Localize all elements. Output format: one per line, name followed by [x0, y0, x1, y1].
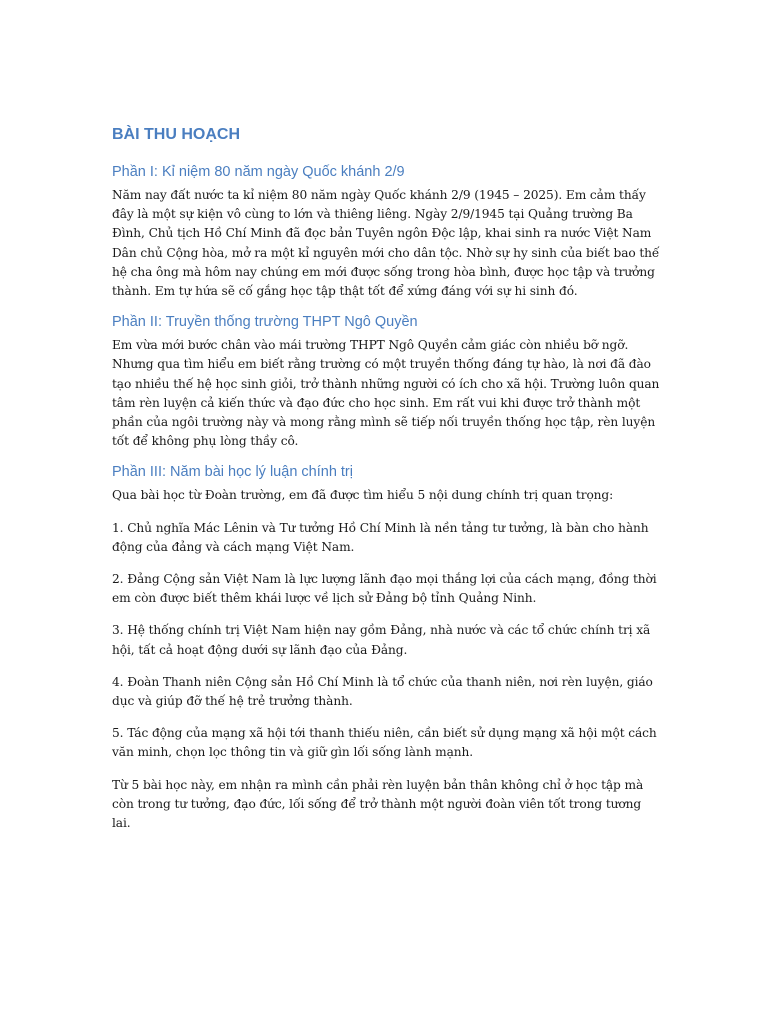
list-item: 4. Đoàn Thanh niên Cộng sản Hồ Chí Minh là tổ chức của thanh niên, nơi rèn luyện, giáo dục và giúp đỡ thế hệ trẻ trưởng thành.	[112, 674, 653, 709]
section-3	[112, 462, 660, 833]
list-item: 2. Đảng Cộng sản Việt Nam là lực lượng lãnh đạo mọi thắng lợi của cách mạng, đồng thời em còn được biết thêm khái lược về lịch sử Đảng bộ tỉnh Quảng Ninh.	[112, 572, 657, 606]
document-title: BÀI THU HOẠCH	[112, 126, 240, 143]
list-item: 1. Chủ nghĩa Mác Lênin và Tư tưởng Hồ Chí Minh là nền tảng tư tưởng, là bàn cho hành động của đảng và cách mạng Việt Nam.	[112, 520, 649, 554]
section-2-paragraph: Em vừa mới bước chân vào mái trường THPT Ngô Quyền cảm giác còn nhiều bỡ ngỡ. Nhưng qua tìm hiểu em biết rằng trường có một truyền thống đáng tự hào, là nơi đã đào tạo nhiều thế hệ học sinh giỏi, trở thành những người có ích cho xã hội. Trường luôn quan tâm rèn luyện cả kiến thức và đạo đức cho học sinh. Em rất vui khi được trở thành một phần của ngôi trường này và mong rằng mình sẽ tiếp nối truyền thống học tập, rèn luyện tốt để không phụ lòng thầy cô.	[112, 338, 660, 449]
section-1-heading: Phần I: Kỉ niệm 80 năm ngày Quốc khánh 2/9	[112, 164, 405, 180]
section-3-conclusion: Từ 5 bài học này, em nhận ra mình cần phải rèn luyện bản thân không chỉ ở học tập mà còn trong tư tưởng, đạo đức, lối sống để trở thành một người đoàn viên tốt trong tương lai.	[112, 777, 644, 831]
section-3-intro: Qua bài học từ Đoàn trường, em đã được tìm hiểu 5 nội dung chính trị quan trọng:	[112, 488, 614, 503]
list-item: 3. Hệ thống chính trị Việt Nam hiện nay gồm Đảng, nhà nước và các tổ chức chính trị xã hội, tất cả hoạt động dưới sự lãnh đạo của Đảng.	[112, 623, 651, 657]
section-1-paragraph: Năm nay đất nước ta kỉ niệm 80 năm ngày Quốc khánh 2/9 (1945 – 2025). Em cảm thấy đây là một sự kiện vô cùng to lớn và thiêng liêng. Ngày 2/9/1945 tại Quảng trường Ba Đình, Chủ tịch Hồ Chí Minh đã đọc bản Tuyên ngôn Độc lập, khai sinh ra nước Việt Nam Dân chủ Cộng hòa, mở ra một kỉ nguyên mới cho dân tộc. Nhờ sự hy sinh của biết bao thế hệ cha ông mà hôm nay chúng em mới được sống trong hòa bình, được học tập và trưởng thành. Em tự hứa sẽ cố gắng học tập thật tốt để xứng đáng với sự hi sinh đó.	[112, 188, 660, 299]
section-3-heading: Phần III: Năm bài học lý luận chính trị	[112, 464, 353, 481]
section-2	[112, 312, 660, 451]
section-2-heading: Phần II: Truyền thống trường THPT Ngô Quyền	[112, 314, 418, 331]
list-item: 5. Tác động của mạng xã hội tới thanh thiếu niên, cần biết sử dụng mạng xã hội một cách văn minh, chọn lọc thông tin và giữ gìn lối sống lành mạnh.	[112, 726, 657, 760]
section-1	[112, 162, 660, 301]
